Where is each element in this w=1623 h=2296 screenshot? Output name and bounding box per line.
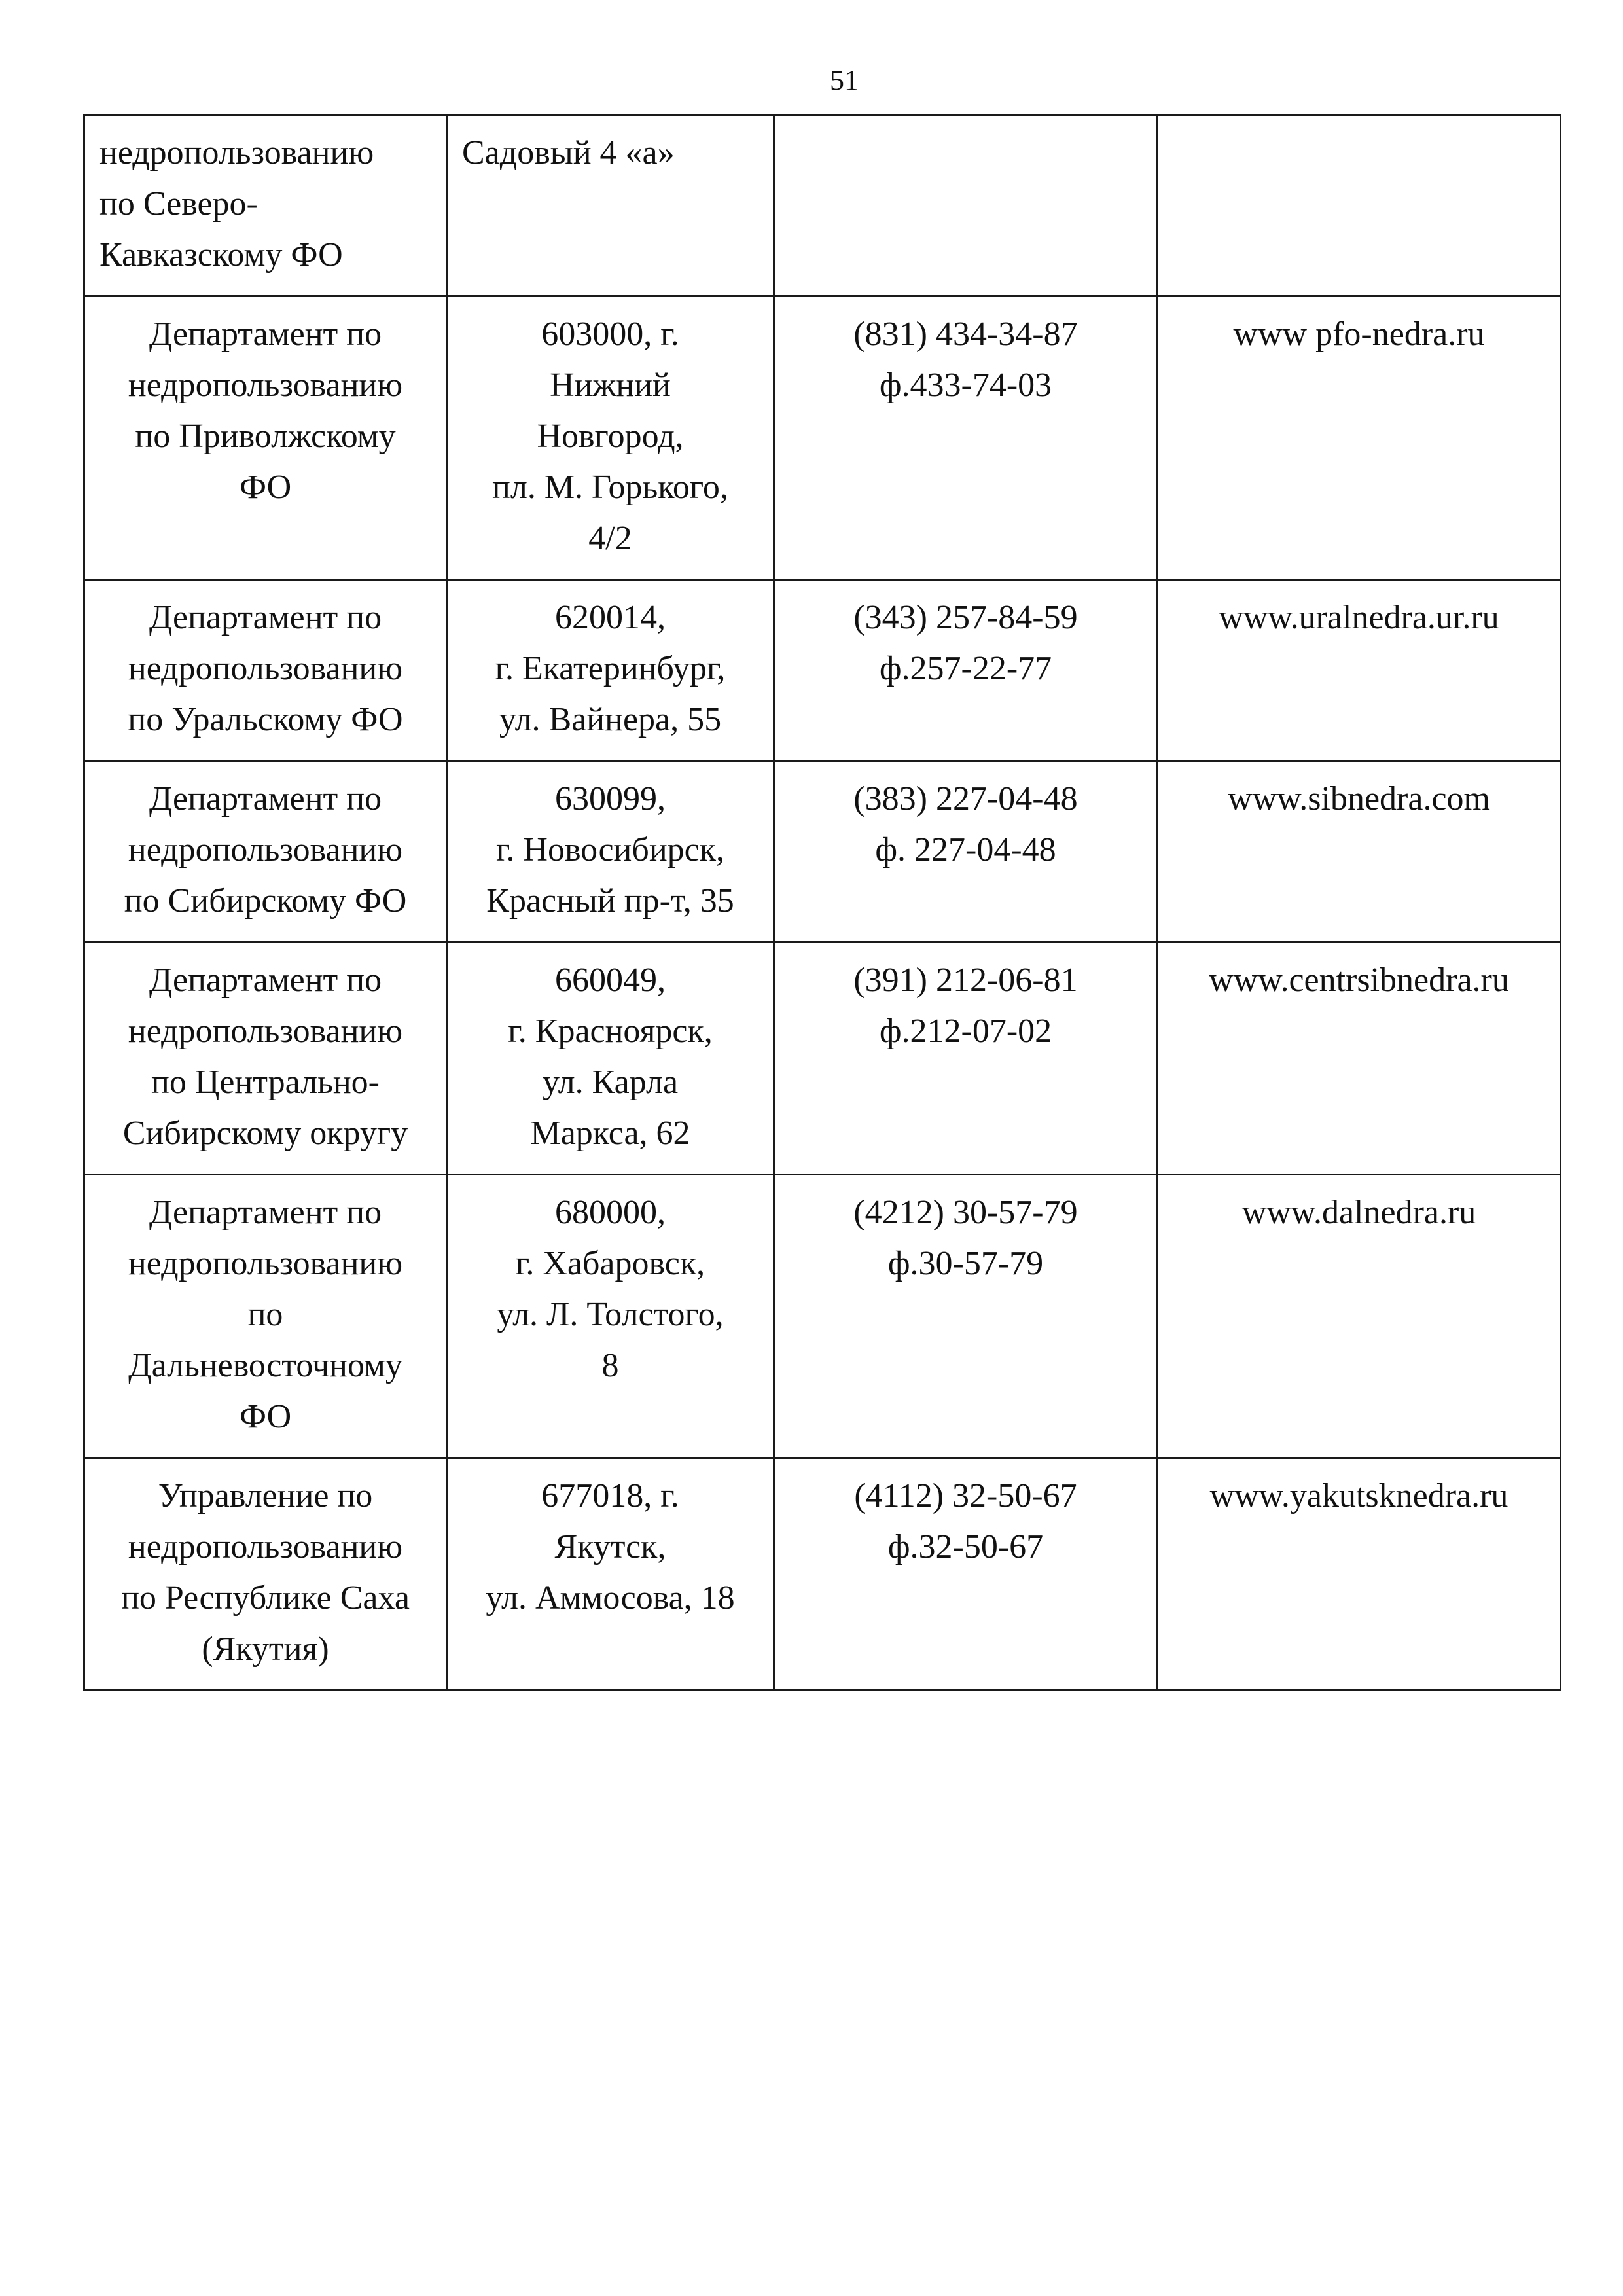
website-cell[interactable]: www.uralnedra.ur.ru — [1158, 580, 1561, 761]
phone-cell: (383) 227-04-48 ф. 227-04-48 — [774, 761, 1158, 942]
department-name-cell: Управление по недропользованию по Республике Саха (Якутия) — [84, 1458, 447, 1691]
department-name-cell: Департамент по недропользованию по Уральскому ФО — [84, 580, 447, 761]
phone-cell: (4212) 30-57-79 ф.30-57-79 — [774, 1175, 1158, 1458]
table-row — [84, 580, 1561, 761]
address-cell: 680000, г. Хабаровск, ул. Л. Толстого, 8 — [447, 1175, 774, 1458]
table-row — [84, 115, 1561, 296]
department-name-cell: Департамент по недропользованию по Центрально- Сибирскому округу — [84, 942, 447, 1175]
contacts-table — [83, 114, 1561, 1691]
phone-cell — [774, 115, 1158, 296]
department-name-cell: Департамент по недропользованию по Дальневосточному ФО — [84, 1175, 447, 1458]
phone-cell: (343) 257-84-59 ф.257-22-77 — [774, 580, 1158, 761]
address-cell: 630099, г. Новосибирск, Красный пр-т, 35 — [447, 761, 774, 942]
website-cell[interactable]: www.yakutsknedra.ru — [1158, 1458, 1561, 1691]
department-name-cell: Департамент по недропользованию по Приволжскому ФО — [84, 296, 447, 580]
department-name-cell: недропользованию по Северо- Кавказскому ФО — [84, 115, 447, 296]
phone-cell: (391) 212-06-81 ф.212-07-02 — [774, 942, 1158, 1175]
website-cell[interactable]: www.sibnedra.com — [1158, 761, 1561, 942]
table-row — [84, 1175, 1561, 1458]
phone-cell: (4112) 32-50-67 ф.32-50-67 — [774, 1458, 1158, 1691]
website-cell[interactable]: www pfo-nedra.ru — [1158, 296, 1561, 580]
page-number: 51 — [830, 64, 859, 96]
department-name-cell: Департамент по недропользованию по Сибирскому ФО — [84, 761, 447, 942]
table-row — [84, 942, 1561, 1175]
address-cell: 603000, г. Нижний Новгород, пл. М. Горького, 4/2 — [447, 296, 774, 580]
address-cell: Садовый 4 «а» — [447, 115, 774, 296]
table-row — [84, 761, 1561, 942]
address-cell: 677018, г. Якутск, ул. Аммосова, 18 — [447, 1458, 774, 1691]
address-cell: 620014, г. Екатеринбург, ул. Вайнера, 55 — [447, 580, 774, 761]
table-row — [84, 1458, 1561, 1691]
address-cell: 660049, г. Красноярск, ул. Карла Маркса, 62 — [447, 942, 774, 1175]
website-cell — [1158, 115, 1561, 296]
website-cell[interactable]: www.centrsibnedra.ru — [1158, 942, 1561, 1175]
website-cell[interactable]: www.dalnedra.ru — [1158, 1175, 1561, 1458]
table-row — [84, 296, 1561, 580]
phone-cell: (831) 434-34-87 ф.433-74-03 — [774, 296, 1158, 580]
